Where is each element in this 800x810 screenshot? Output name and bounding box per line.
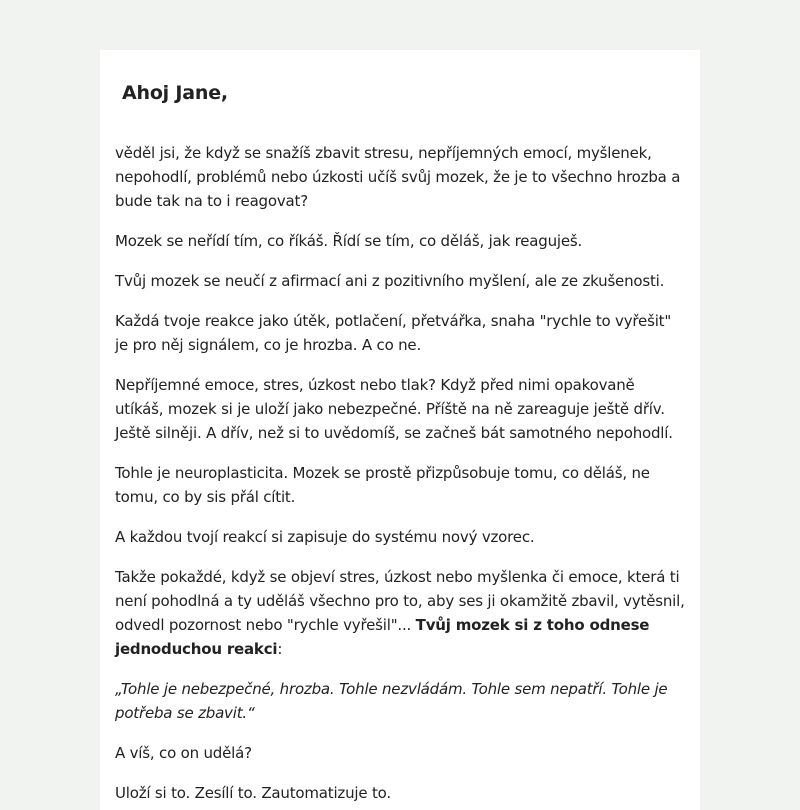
paragraph-intro: věděl jsi, že když se snažíš zbavit stresu, nepříjemných emocí, myšlenek, nepohodlí, problémů nebo úzkosti učíš svůj mozek, že je to všechno hrozba a bude tak na to i reagovat? <box>115 144 681 210</box>
paragraph-reaction-text: Takže pokaždé, když se objeví stres, úzkost nebo myšlenka či emoce, která ti není pohodlná a ty uděláš všechno pro to, aby ses ji okamžitě zbavil, vytěsnil, odvedl pozornost nebo "rychle vyřešil"... <box>115 568 685 634</box>
paragraph-experience: Tvůj mozek se neučí z afirmací ani z pozitivního myšlení, ale ze zkušenosti. <box>115 272 665 290</box>
paragraph-reaction-bold: Tvůj mozek si z toho odnese jednoduchou reakci <box>115 616 650 658</box>
paragraph-reaction-summary <box>115 565 685 661</box>
quote-paragraph <box>115 677 685 725</box>
paragraph-question: A víš, co on udělá? <box>115 744 252 762</box>
email-card <box>100 50 700 810</box>
brain-quote: „Tohle je nebezpečné, hrozba. Tohle nezvládám. Tohle sem nepatří. Tohle je potřeba se zbavit.“ <box>115 680 668 722</box>
paragraph-cutoff: Uloží si to. Zesílí to. Zautomatizuje to. <box>115 784 391 802</box>
paragraph-reaction-colon: : <box>277 640 283 658</box>
paragraph-neuroplasticity: Tohle je neuroplasticita. Mozek se prostě přizpůsobuje tomu, co děláš, ne tomu, co by sis přál cítit. <box>115 464 650 506</box>
paragraph-reactions: Každá tvoje reakce jako útěk, potlačení, přetvářka, snaha "rychle to vyřešit" je pro něj signálem, co je hrozba. A co ne. <box>115 312 672 354</box>
email-body <box>115 141 685 805</box>
paragraph-emotions: Nepříjemné emoce, stres, úzkost nebo tlak? Když před nimi opakovaně utíkáš, mozek si je uloží jako nebezpečné. Příště na ně zareaguje ještě dřív. Ještě silněji. A dřív, než si to uvědomíš, se začneš bát samotného nepohodlí. <box>115 376 673 442</box>
paragraph-brain-actions: Mozek se neřídí tím, co říkáš. Řídí se tím, co děláš, jak reaguješ. <box>115 232 583 250</box>
paragraph-new-pattern: A každou tvojí reakcí si zapisuje do systému nový vzorec. <box>115 528 535 546</box>
email-greeting: Ahoj Jane, <box>122 82 228 104</box>
